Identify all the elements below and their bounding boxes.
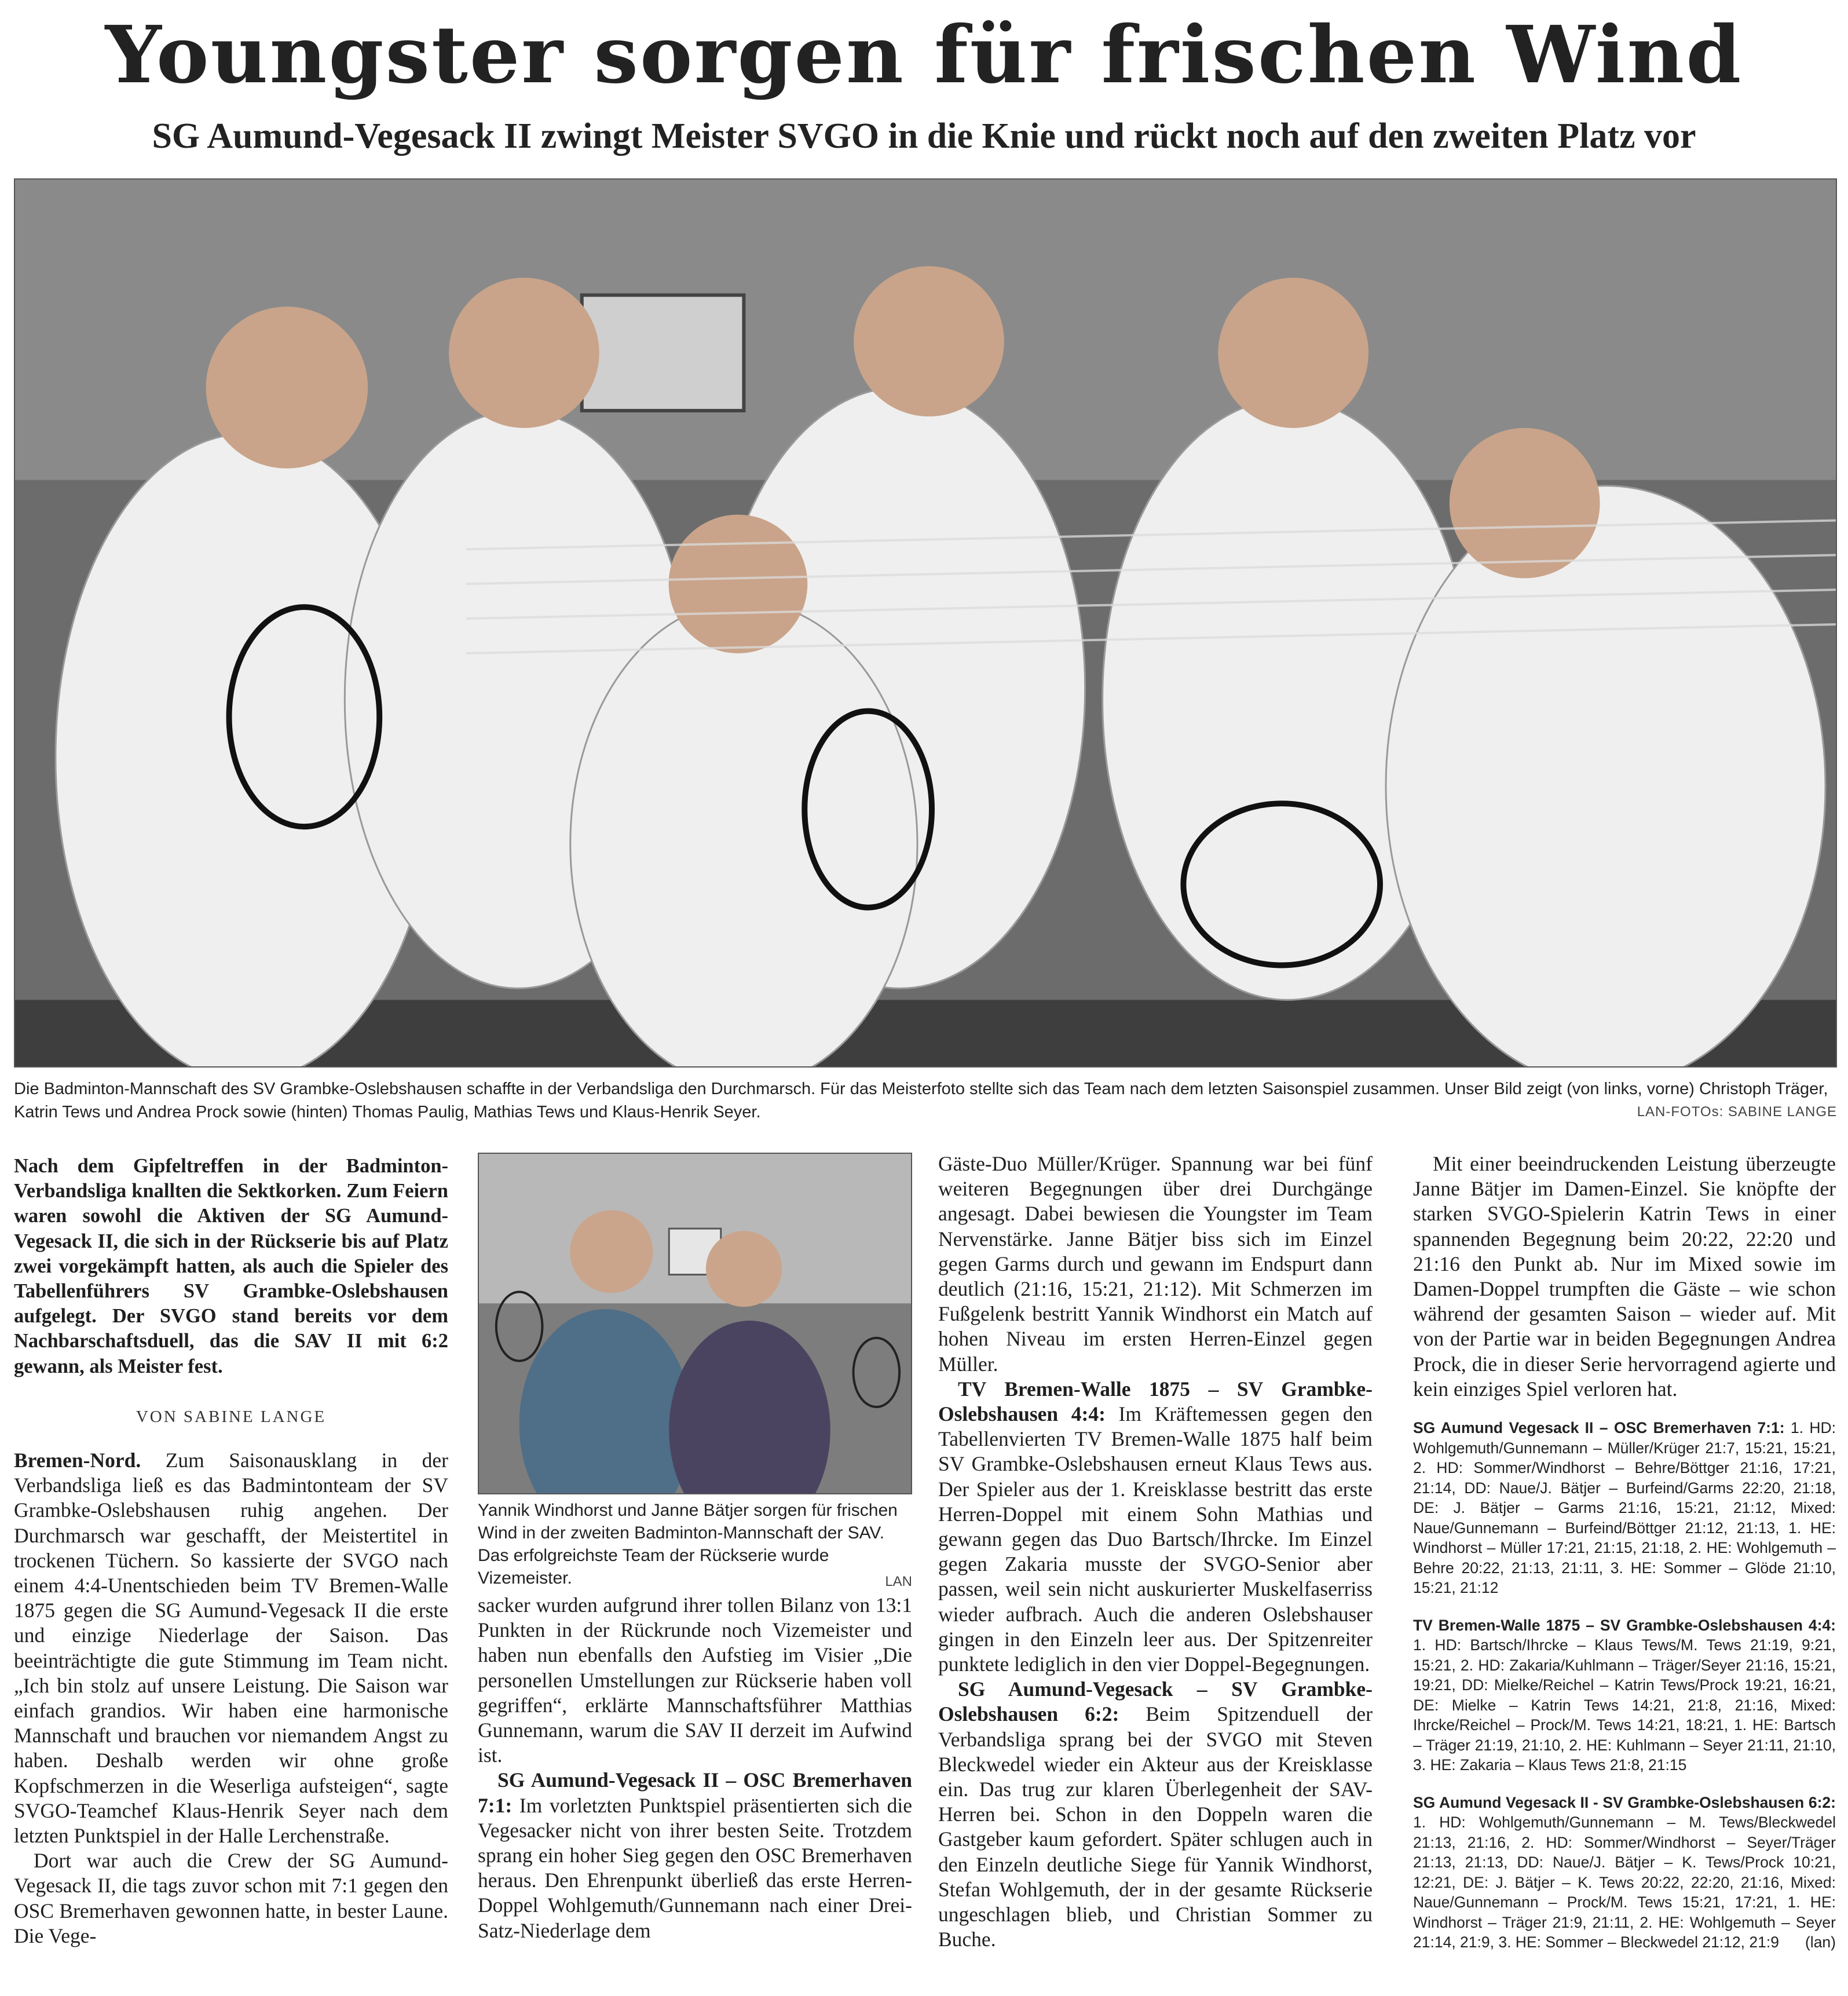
- youngster-photo-caption-text: Yannik Windhorst und Janne Bätjer sorgen für frischen Wind in der zweiten Badminton-Mannschaft der SAV. Das erfolgreichste Team der Rückserie wurde Vizemeister.: [478, 1501, 898, 1588]
- col2-subheading-1: SG Aumund-Vegesack II – OSC Bremerhaven 7:1:: [478, 1768, 912, 1817]
- col2-paragraph-1: sacker wurden aufgrund ihrer tollen Bilanz von 13:1 Punkten in der Rückrunde noch Vizemeister und haben nun ebenfalls den Aufstieg im Visier „Die personellen Umstellungen zur Rückserie haben voll gegriffen“, erklärte Mannschaftsführer Matthias Gunnemann, warum die SAV II derzeit im Aufwind ist.: [478, 1593, 912, 1767]
- results-text-3: 1. HD: Wohlgemuth/Gunnemann – M. Tews/Bleckwedel 21:13, 21:16, 2. HD: Sommer/Windhorst – Seyer/Träger 21:13, 21:13, DD: Naue/J. Bätjer – K. Tews/Prock 10:21, 12:21, DE: J. Bätjer – K. Tews 20:22, 22:20, 21:16, Mixed: Naue/Gunnemann – Prock/M. Tews 15:21, 17:21, 1. HE: Windhorst – Träger 21:9, 21:11, 2. HE: Wohlgemuth – Seyer 21:14, 21:9, 3. HE: Sommer – Bleckwedel 21:12, 21:9: [1413, 1814, 1836, 1951]
- lead-paragraph: [14, 1154, 448, 1379]
- article-column-3: [938, 1151, 1373, 1953]
- youngster-photo: [478, 1153, 912, 1494]
- results-block-2: [1413, 1615, 1836, 1775]
- subheadline: SG Aumund-Vegesack II zwingt Meister SVGO in die Knie und rückt noch auf den zweiten Platz vor: [152, 116, 1696, 156]
- col3-paragraph-2: Im Kräftemessen gegen den Tabellenvierten TV Bremen-Walle 1875 half beim SV Grambke-Oslebshausen erneut Klaus Tews aus. Der Spieler aus der 1. Kreisklasse bestritt das erste Herren-Doppel mit einem Sohn Mathias und gewann gegen das Duo Bartsch/Ihrcke. Im Einzel gegen Zakaria musste der SVGO-Senior aber passen, weil sein nicht auskurierter Muskelfaserriss wieder aufbrach. Auch die anderen Oslebshauser gingen in den Einzeln leer aus. Der Spitzenreiter punktete lediglich in den vier Doppel-Begegnungen.: [938, 1402, 1373, 1676]
- col1-paragraph-2: Dort war auch die Crew der SG Aumund-Vegesack II, die tags zuvor schon mit 7:1 gegen den OSC Bremerhaven gewonnen hatte, in bester Laune. Die Vege-: [14, 1849, 448, 1947]
- dateline: Bremen-Nord.: [14, 1449, 141, 1472]
- results-block-1: [1413, 1418, 1836, 1598]
- col3-paragraph-3: Beim Spitzenduell der Verbandsliga sprang bei der SVGO mit Steven Bleckwedel wieder ein Akteur aus der Kreisklasse ein. Das trug zur klaren Überlegenheit der SAV-Herren bei. Schon in den Doppeln waren die Gastgeber kaum gefordert. Später schlugen auch in den Einzeln deutliche Siege für Yannik Windhorst, Stefan Wohlgemuth, der in der gesamte Rückserie ungeschlagen blieb, und Christian Sommer zu Buche.: [938, 1702, 1373, 1951]
- results-text-2: 1. HD: Bartsch/Ihrcke – Klaus Tews/M. Tews 21:19, 9:21, 15:21, 2. HD: Zakaria/Kuhlmann – Träger/Seyer 21:16, 15:21, 19:21, DD: Mielke/Reichel – Katrin Tews/Prock 19:21, 16:21, DE: Mielke – Katrin Tews 14:21, 21:8, 21:16, Mixed: Ihrcke/Reichel – Prock/M. Tews 14:21, 18:21, 1. HE: Bartsch – Träger 21:19, 21:10, 2. HE: Kuhlmann – Seyer 21:11, 21:10, 3. HE: Zakaria – Klaus Tews 21:8, 21:15: [1413, 1636, 1836, 1774]
- main-photo-credit: LAN-FOTOs: SABINE LANGE: [1637, 1104, 1837, 1120]
- lead-text: Nach dem Gipfeltreffen in der Badminton-Verbandsliga knallten die Sektkorken. Zum Feiern waren sowohl die Aktiven der SG Aumund-Vegesack II, die sich in der Rückserie bis auf Platz zwei vorgekämpft hatten, als auch die Spieler des Tabellenführers SV Grambke-Oslebshausen aufgelegt. Der SVGO stand bereits vor dem Nachbarschaftsduell, das die SAV II mit 6:2 gewann, als Meister fest.: [14, 1155, 448, 1377]
- results-title-3: SG Aumund Vegesack II - SV Grambke-Oslebshausen 6:2:: [1413, 1793, 1836, 1811]
- col3-subheading-2: SG Aumund-Vegesack – SV Grambke-Oslebshausen 6:2:: [938, 1677, 1373, 1726]
- team-photo-illustration: [15, 180, 1836, 1066]
- article-column-2: [478, 1593, 912, 1943]
- col3-subheading-1: TV Bremen-Walle 1875 – SV Grambke-Oslebshausen 4:4:: [938, 1377, 1373, 1426]
- youngster-photo-credit: LAN: [885, 1574, 912, 1589]
- team-photo: [14, 178, 1837, 1068]
- col3-paragraph-1: Gäste-Duo Müller/Krüger. Spannung war bei fünf weiteren Begegnungen über drei Durchgänge angesagt. Dabei bewiesen die Youngster im Team Nervenstärke. Janne Bätjer biss sich im Einzel gegen Garms durch und gewann im Endspurt dann deutlich (21:16, 15:21, 21:12). Mit Schmerzen im Fußgelenk bestritt Yannik Windhorst ein Match auf hohen Niveau im ersten Herren-Einzel gegen Müller.: [938, 1152, 1373, 1376]
- main-photo-caption-text: Die Badminton-Mannschaft des SV Grambke-Oslebshausen schaffte in der Verbandsliga den Durchmarsch. Für das Meisterfoto stellte sich das Team nach dem letzten Saisonspiel zusammen. Unser Bild zeigt (von links, vorne) Christoph Träger, Katrin Tews und Andrea Prock sowie (hinten) Thomas Paulig, Mathias Tews und Klaus-Henrik Seyer.: [14, 1080, 1828, 1121]
- col2-paragraph-2: Im vorletzten Punktspiel präsentierten sich die Vegesacker nicht von ihrer besten Seite. Trotzdem sprang ein hoher Sieg gegen den OSC Bremerhaven heraus. Den Ehrenpunkt überließ das erste Herren-Doppel Wohlgemuth/Gunnemann nach einer Drei-Satz-Niederlage dem: [478, 1793, 913, 1942]
- youngster-photo-illustration: [479, 1154, 911, 1493]
- headline: Youngster sorgen für frischen Wind: [105, 9, 1743, 101]
- col1-paragraph-1: Zum Saisonausklang in der Verbandsliga ließ es das Badmintonteam der SV Grambke-Oslebshausen ruhig angehen. Der Durchmarsch war geschafft, der Meistertitel in trockenen Tüchern. So kassierte der SVGO nach einem 4:4-Unentschieden beim TV Bremen-Walle 1875 gegen die SG Aumund-Vegesack II die erste und einzige Niederlage der Saison. Das beeinträchtigte die gute Stimmung im Team nicht. „Ich bin stolz auf unsere Leistung. Die Saison war einfach grandios. Wir haben eine harmonische Mannschaft und brauchen vor niemandem Angst zu haben. Deshalb werden wir ohne große Kopfschmerzen in die Weserliga aufsteigen“, sagte SVGO-Teamchef Klaus-Henrik Seyer nach dem letzten Punktspiel in der Halle Lerchenstraße.: [14, 1449, 449, 1848]
- col4-paragraph-1: Mit einer beeindruckenden Leistung überzeugte Janne Bätjer im Damen-Einzel. Sie knöpfte der starken SVGO-Spielerin Katrin Tews in einer spannenden Begegnung beim 20:22, 22:20 und 21:16 den Punkt ab. Nur im Mixed sowie im Damen-Doppel trumpften die Gäste – wie schon während der gesamten Saison – wieder auf. Mit von der Partie war in beiden Begegnungen Andrea Prock, die in dieser Serie hervorragend agierte und kein einziges Spiel verloren hat.: [1413, 1152, 1836, 1401]
- byline: VON SABINE LANGE: [136, 1408, 327, 1426]
- article-column-1: [14, 1448, 448, 1949]
- main-photo-caption: [14, 1077, 1837, 1124]
- results-text-1: 1. HD: Wohlgemuth/Gunnemann – Müller/Krüger 21:7, 15:21, 15:21, 2. HD: Sommer/Windhorst – Behre/Böttger 21:16, 17:21, 21:14, DD: Naue/J. Bätjer – Burfeind/Garms 22:20, 21:18, DE: J. Bätjer – Garms 21:16, 15:21, 21:12, Mixed: Naue/Gunnemann – Burfeind/Böttger 21:12, 21:13, 1. HE: Windhorst – Müller 17:21, 21:15, 21:18, 2. HE: Wohlgemuth – Behre 20:22, 21:13, 21:11, 3. HE: Sommer – Glöde 21:10, 15:21, 21:12: [1413, 1419, 1836, 1597]
- youngster-photo-caption: [478, 1499, 912, 1593]
- article-column-4: [1413, 1151, 1836, 1953]
- results-credit: (lan): [1805, 1933, 1836, 1951]
- results-title-1: SG Aumund Vegesack II – OSC Bremerhaven 7:1:: [1413, 1419, 1785, 1437]
- results-title-2: TV Bremen-Walle 1875 – SV Grambke-Oslebshausen 4:4:: [1413, 1616, 1836, 1634]
- results-block-3: [1413, 1793, 1836, 1953]
